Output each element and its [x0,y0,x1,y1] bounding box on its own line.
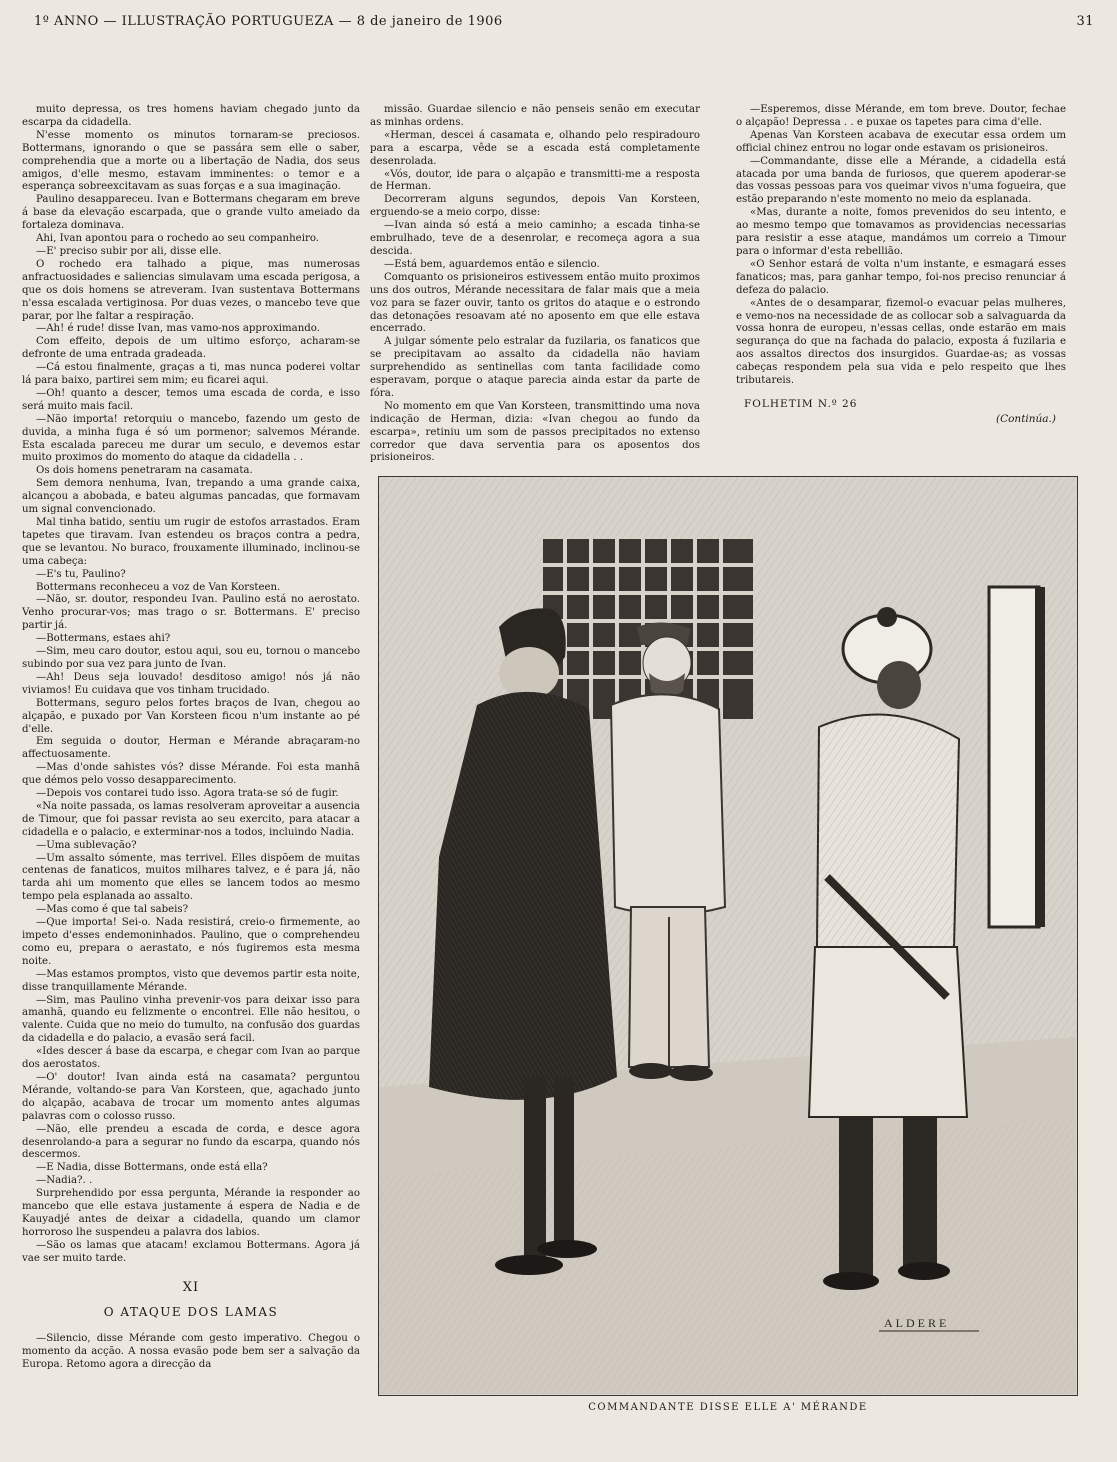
chapter-title: O ATAQUE DOS LAMAS [103,1305,279,1320]
paragraph: Bottermans reconheceu a voz de Van Korsteen. [36,581,281,593]
paragraph: —Sim, meu caro doutor, estou aqui, sou eu, tornou o mancebo subindo por sua vez para junto de Ivan. [22,646,360,670]
column-3-paragraphs [736,104,1066,388]
paragraph: muito depressa, os tres homens haviam chegado junto da escarpa da cidadella. [22,104,360,128]
paragraph: —Bottermans, estaes ahi? [36,633,171,645]
text-column-1 [22,104,360,1424]
column-2-paragraphs [370,104,700,464]
paragraph: —Não, sr. doutor, respondeu Ivan. Paulino está no aerostato. Venho procurar-vos; mas trago o sr. Bottermans. E' preciso partir já. [22,594,360,632]
paragraph: Mal tinha batido, sentiu um rugir de estofos arrastados. Eram tapetes que tiravam. Ivan estendeu os braços contra a pedra, que se levantou. No buraco, frouxamente illuminado, inclinou-se uma cabeça: [22,517,360,567]
paragraph: «Na noite passada, os lamas resolveram aproveitar a ausencia de Timour, que foi passar revista ao seu exercito, para atacar a cidadella e o palacio, e exterminar-nos a todos, incluindo Nadia. [22,800,360,838]
paragraph: «Antes de o desamparar, fizemol-o evacuar pelas mulheres, e vemo-nos na necessidade de as collocar sob a salvaguarda da vossa honra de europeu, n'essas cellas, onde estarão em mais segurança do que na fachada do palacio, exposta á fuzilaria e aos assaltos directos dos insurgidos. Guardae-as; as vossas cabeças respondem pela sua vida e pelo respeito que lhes tributareis. [736,297,1066,387]
text-column-2 [370,104,700,464]
paragraph: —Ah! é rude! disse Ivan, mas vamo-nos approximando. [36,323,320,335]
page-number: 31 [1076,14,1094,29]
paragraph: —Silencio, disse Mérande com gesto imperativo. Chegou o momento da acção. A nossa evasão pode bem ser a salvação da Europa. Retomo agora a direcção da [22,1333,360,1371]
paragraph: —Cá estou finalmente, graças a ti, mas nunca poderei voltar lá para baixo, partirei sem mim; eu ficarei aqui. [22,362,360,387]
running-title: 1º ANNO — ILLUSTRAÇÃO PORTUGUEZA — 8 de janeiro de 1906 [34,14,503,29]
paragraph: —Ah! Deus seja louvado! desditoso amigo! nós já não viviamos! Eu cuidava que vos tinham trucidado. [22,671,360,696]
paragraph: —Que importa! Sei-o. Nada resistirá, creio-o firmemente, ao impeto d'esses endemoninhados. Paulino, que o comprehendeu como eu, prepara o aerastato, e nós fugiremos esta mesma noite. [22,917,360,967]
paragraph: —Mas estamos promptos, visto que devemos partir esta noite, disse tranquillamente Mérande. [22,968,360,993]
illustration-caption: COMMANDANTE DISSE ELLE A' MÉRANDE [588,1402,868,1413]
paragraph: —Uma sublevação? [36,839,137,851]
paragraph: «Herman, descei á casamata e, olhando pelo respiradouro para a escarpa, vêde se a escada está completamente desenrolada. [370,129,700,167]
paragraph: «O Senhor estará de volta n'um instante, e esmagará esses fanaticos; mas, para ganhar tempo, foi-nos preciso renunciar á defeza do palacio. [736,258,1066,296]
paragraph: Decorreram alguns segundos, depois Van Korsteen, erguendo-se a meio corpo, disse: [370,194,700,219]
paragraph: Bottermans, seguro pelos fortes braços de Ivan, chegou ao alçapão, e puxado por Van Korsteen ficou n'um instante ao pé d'elle. [22,697,360,735]
doorway [989,587,1045,927]
paragraph: —E' preciso subir por ali, disse elle. [36,245,222,257]
paragraph: «Vós, doutor, ide para o alçapão e transmitti-me a resposta de Herman. [370,168,700,193]
page-header [34,14,1094,36]
illustration-drawing [379,477,1076,1394]
illustration-panel [378,476,1078,1396]
paragraph: Apenas Van Korsteen acabava de executar essa ordem um official chinez entrou no logar onde estavam os prisioneiros. [736,129,1066,154]
paragraph: Ahi, Ivan apontou para o rochedo ao seu companheiro. [36,233,320,245]
paragraph: —Está bem, aguardemos então e silencio. [384,258,600,270]
paragraph: —São os lamas que atacam! exclamou Bottermans. Agora já vae ser muito tarde. [22,1239,360,1264]
paragraph: «Ides descer á base da escarpa, e chegar com Ivan ao parque dos aerostatos. [22,1046,360,1071]
paragraph: Sem demora nenhuma, Ivan, trepando a uma grande caixa, alcançou a abobada, e bateu algumas pancadas, que formavam um signal convencionado. [22,478,360,516]
paragraph: —Não, elle prendeu a escada de corda, e desce agora desenrolando-a para a segurar no fundo da escarpa, quando nós descermos. [22,1123,360,1161]
paragraph: Paulino desappareceu. Ivan e Bottermans chegaram em breve á base da elevação escarpada, que o grande vulto ameiado da fortaleza dominava. [22,194,360,232]
paragraph: A julgar sómente pelo estralar da fuzilaria, os fanaticos que se precipitavam ao assalto da cidadella não haviam surprehendido as sentinellas com tanta facilidade como esperavam, porque o ataque parecia ainda estar da parte de fóra. [370,336,700,399]
text-column-3 [736,104,1066,464]
column-1-after-chapter [22,1333,360,1372]
paragraph: —Mas como é que tal sabeis? [36,904,189,916]
paragraph: —E Nadia, disse Bottermans, onde está ella? [36,1162,268,1174]
chapter-number: XI [182,1279,200,1295]
paragraph: —Commandante, disse elle a Mérande, a cidadella está atacada por uma banda de furiosos, que querem apoderar-se das vossas pessoas para vos queimar vivos n'uma fogueira, que estão preparando n'este momento no meio da esplanada. [736,155,1066,206]
paragraph: —Oh! quanto a descer, temos uma escada de corda, e isso será muito mais facil. [22,387,360,412]
paragraph: —Esperemos, disse Mérande, em tom breve. Doutor, fechae o alçapão! Depressa . . e puxae os tapetes para cima d'elle. [736,104,1066,128]
paragraph: «Mas, durante a noite, fomos prevenidos do seu intento, e ao mesmo tempo que tomavamos as providencias necessarias para resistir a esse ataque, mandámos um correio a Timour para o informar d'esta rebellião. [736,207,1066,257]
paragraph: O rochedo era talhado a pique, mas numerosas anfractuosidades e saliencias simulavam uma escada perigosa, a que os dois homens se atreveram. Ivan sustentava Bottermans n'essa escalada vertiginosa. Por duas vezes, o mancebo teve que parar, por lhe faltar a respiração. [22,258,360,322]
folhetim-label: FOLHETIM N.º 26 [744,397,858,410]
paragraph: Em seguida o doutor, Herman e Mérande abraçaram-no affectuosamente. [22,736,360,761]
paragraph: Com effeito, depois de um ultimo esforço, acharam-se defronte de uma entrada gradeada. [22,336,360,361]
paragraph: No momento em que Van Korsteen, transmittindo uma nova indicação de Herman, dizia: «Ivan chegou ao fundo da escarpa», retiniu um som de passos precipitados no extenso corredor que dava serventia para os aposentos dos prisioneiros. [370,400,700,464]
paragraph: —Ivan ainda só está a meio caminho; a escada tinha-se embrulhado, teve de a desenrolar, e recomeça agora a sua descida. [370,220,700,257]
paragraph: —Um assalto sómente, mas terrivel. Elles dispõem de muitas centenas de fanaticos, muitos milhares talvez, e é para já, não tarda ahi um momento que elles se lancem todos ao mesmo tempo pela esplanada ao assalto. [22,852,360,903]
paragraph: —O' doutor! Ivan ainda está na casamata? perguntou Mérande, voltando-se para Van Korsteen, que, agachado junto do alçapão, acabava de trocar um momento antes algumas palavras com o colosso russo. [22,1071,360,1122]
paragraph: —Depois vos contarei tudo isso. Agora trata-se só de fugir. [36,788,339,800]
paragraph: Surprehendido por essa pergunta, Mérande ia responder ao mancebo que elle estava justamente á espera de Nadia e de Kauyadjé antes de deixar a cidadella, quando um clamor horroroso lhe suspendeu a palavra dos labios. [22,1188,360,1238]
paragraph: Comquanto os prisioneiros estivessem então muito proximos uns dos outros, Mérande necessitara de falar mais que a meia voz para se fazer ouvir, tanto os gritos do ataque e o estrondo das detonações resoavam até no aposento em que elle estava encerrado. [370,271,700,335]
paragraph: N'esse momento os minutos tornaram-se preciosos. Bottermans, ignorando o que se passára sem elle o saber, comprehendia que a morte ou a libertação de Nadia, dos seus amigos, d'elle mesmo, estavam imminentes: o temor e a esperança sobreexcitavam as suas forças e a sua imaginação. [22,129,360,193]
paragraph: —E's tu, Paulino? [36,568,126,580]
paragraph: —Não importa! retorquiu o mancebo, fazendo um gesto de duvida, a minha fuga é só um pormenor; salvemos Mérande. Esta escalada pareceu me durar um seculo, e devemos estar muito proximos do momento do ataque da cidadella . . [22,413,360,464]
paragraph: —Mas d'onde sahistes vós? disse Mérande. Foi esta manhã que démos pelo vosso desapparecimento. [22,762,360,787]
column-1-paragraphs [22,104,360,1266]
paragraph: —Sim, mas Paulino vinha prevenir-vos para deixar isso para amanhã, quando eu felizmente o encontrei. Elle não hesitou, o valente. Cuida que no meio do tumulto, na confusão dos guardas da cidadella e do palacio, a evasão será facil. [22,994,360,1045]
paragraph: missão. Guardae silencio e não penseis senão em executar as minhas ordens. [370,104,700,128]
paragraph: Os dois homens penetraram na casamata. [36,465,253,477]
paragraph: —Nadia?. . [36,1175,93,1187]
artist-signature: ALDERE [884,1316,950,1330]
continua-note: (Continúa.) [995,412,1056,425]
